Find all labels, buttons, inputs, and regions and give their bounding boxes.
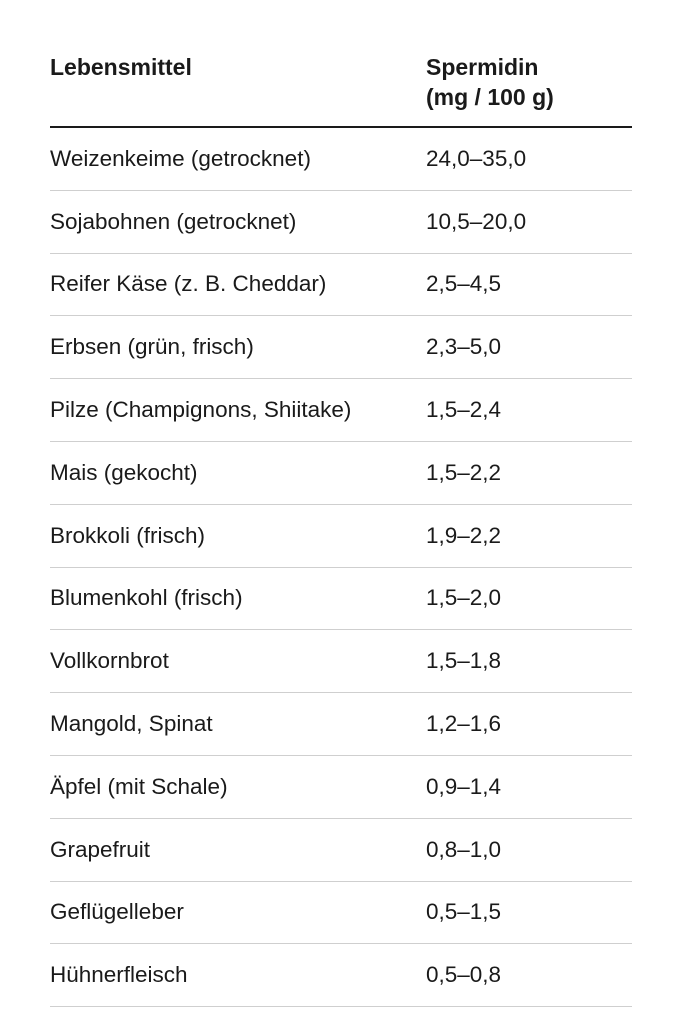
value-cell: 0,5–1,5 <box>426 899 502 925</box>
header-food: Lebensmittel <box>50 54 192 80</box>
value-cell: 1,5–2,2 <box>426 459 502 485</box>
value-cell: 0,9–1,4 <box>426 773 502 799</box>
table-row <box>50 693 632 756</box>
table-row <box>50 882 632 945</box>
food-cell: Mais (gekocht) <box>50 459 198 485</box>
value-cell: 0,5–0,8 <box>426 962 502 988</box>
value-cell: 2,3–5,0 <box>426 334 502 360</box>
food-cell: Pilze (Champignons, Shiitake) <box>50 397 352 423</box>
food-cell: Geflügelleber <box>50 899 184 925</box>
value-cell: 1,5–1,8 <box>426 648 502 674</box>
table-row <box>50 128 632 191</box>
header-spermidine <box>426 52 626 112</box>
table-row <box>50 379 632 442</box>
value-cell: 1,5–2,0 <box>426 585 502 611</box>
value-cell: 1,5–2,4 <box>426 397 502 423</box>
food-cell: Vollkornbrot <box>50 648 169 674</box>
table-row <box>50 191 632 254</box>
food-cell: Brokkoli (frisch) <box>50 522 206 548</box>
header-spermidine-line2: (mg / 100 g) <box>426 84 554 110</box>
value-cell: 2,5–4,5 <box>426 271 502 297</box>
spermidine-table <box>50 0 632 1007</box>
food-cell: Weizenkeime (getrocknet) <box>50 145 311 171</box>
food-cell: Grapefruit <box>50 836 151 862</box>
table-row <box>50 254 632 317</box>
table-row <box>50 944 632 1007</box>
food-cell: Äpfel (mit Schale) <box>50 773 228 799</box>
food-cell: Hühnerfleisch <box>50 962 188 988</box>
value-cell: 24,0–35,0 <box>426 145 527 171</box>
food-cell: Sojabohnen (getrocknet) <box>50 208 297 234</box>
table-row <box>50 316 632 379</box>
value-cell: 1,2–1,6 <box>426 711 502 737</box>
value-cell: 1,9–2,2 <box>426 522 502 548</box>
table-row <box>50 568 632 631</box>
table-header <box>50 0 632 128</box>
food-cell: Erbsen (grün, frisch) <box>50 334 254 360</box>
food-cell: Reifer Käse (z. B. Cheddar) <box>50 271 327 297</box>
food-cell: Mangold, Spinat <box>50 711 213 737</box>
table-row <box>50 756 632 819</box>
table-row <box>50 505 632 568</box>
value-cell: 10,5–20,0 <box>426 208 527 234</box>
header-spermidine-line1: Spermidin <box>426 54 539 80</box>
table-row <box>50 442 632 505</box>
value-cell: 0,8–1,0 <box>426 836 502 862</box>
table-row <box>50 819 632 882</box>
table-row <box>50 630 632 693</box>
food-cell: Blumenkohl (frisch) <box>50 585 243 611</box>
